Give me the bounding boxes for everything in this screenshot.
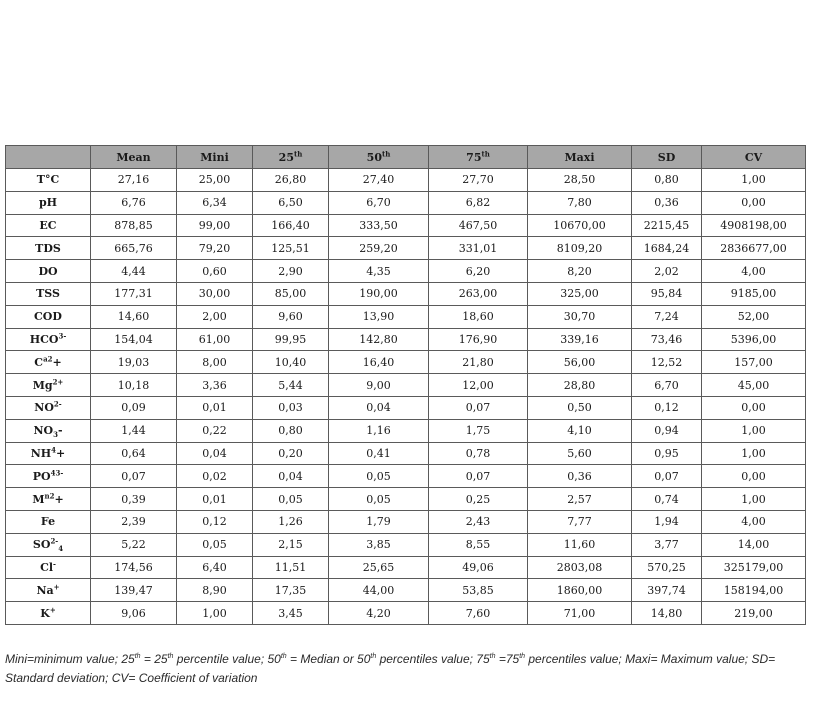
table-cell: 0,80 (253, 419, 329, 442)
table-cell: 6,34 (177, 191, 253, 214)
table-row (6, 305, 806, 328)
table-cell: 665,76 (91, 237, 177, 260)
row-label-superscript: 3- (58, 331, 67, 341)
footnote-superscript: th (519, 653, 526, 660)
table-row (6, 214, 806, 237)
table-cell: 5396,00 (702, 328, 806, 351)
table-row (6, 579, 806, 602)
table-row (6, 556, 806, 579)
column-header-superscript: th (293, 148, 303, 158)
table-cell: 5,22 (91, 533, 177, 556)
table-cell: 0,36 (632, 191, 702, 214)
table-row (6, 465, 806, 488)
footnote-superscript: th (370, 653, 377, 660)
table-cell: 56,00 (528, 351, 632, 374)
footnote-text: percentile value; 50 (173, 652, 281, 666)
footnote-superscript: th (167, 653, 174, 660)
table-cell: 397,74 (632, 579, 702, 602)
table-cell: 325179,00 (702, 556, 806, 579)
table-cell: 6,76 (91, 191, 177, 214)
table-cell: 331,01 (429, 237, 528, 260)
column-header (91, 146, 177, 169)
table-cell: 14,80 (632, 602, 702, 625)
row-label: C (34, 355, 44, 369)
table-cell: 4,20 (329, 602, 429, 625)
row-label-superscript: n2 (44, 490, 55, 500)
table-cell: 467,50 (429, 214, 528, 237)
table-cell: 0,07 (632, 465, 702, 488)
table-cell: 0,03 (253, 396, 329, 419)
table-row (6, 282, 806, 305)
footnote-text: =75 (495, 652, 520, 666)
table-row (6, 351, 806, 374)
table-cell: 5,60 (528, 442, 632, 465)
row-label: Fe (40, 515, 56, 529)
footnote-text: percentiles value; Maxi= Maximum value; SD= Standard deviation; CV= Coefficient of variation (5, 652, 776, 685)
table-cell: 52,00 (702, 305, 806, 328)
table-cell: 9,60 (253, 305, 329, 328)
table-cell: 10,40 (253, 351, 329, 374)
table-cell: 0,04 (253, 465, 329, 488)
table-row (6, 191, 806, 214)
table-row (6, 510, 806, 533)
column-header-label: 75 (466, 150, 482, 164)
table-cell: 4,00 (702, 260, 806, 283)
table-cell: 0,05 (329, 488, 429, 511)
table-cell: 1,00 (702, 169, 806, 192)
table-cell: 6,82 (429, 191, 528, 214)
table-cell: 570,25 (632, 556, 702, 579)
table-cell: 9185,00 (702, 282, 806, 305)
table-cell: 1,94 (632, 510, 702, 533)
table-cell: 157,00 (702, 351, 806, 374)
row-label: SO (32, 538, 51, 552)
table-cell: 1,26 (253, 510, 329, 533)
table-cell: 10670,00 (528, 214, 632, 237)
row-label-superscript: 4 (51, 445, 57, 455)
table-cell: 79,20 (177, 237, 253, 260)
table-cell: 2,15 (253, 533, 329, 556)
table-cell: 7,24 (632, 305, 702, 328)
table-cell: 125,51 (253, 237, 329, 260)
table-cell: 4,44 (91, 260, 177, 283)
row-label: pH (38, 196, 58, 210)
table-cell: 0,04 (329, 396, 429, 419)
table-cell: 9,06 (91, 602, 177, 625)
table-cell: 12,52 (632, 351, 702, 374)
row-header (6, 396, 91, 419)
table-cell: 27,16 (91, 169, 177, 192)
row-label-charge: + (54, 492, 64, 506)
table-cell: 28,50 (528, 169, 632, 192)
table-cell: 0,07 (429, 465, 528, 488)
row-label: K (40, 606, 50, 620)
row-header (6, 305, 91, 328)
table-cell: 219,00 (702, 602, 806, 625)
table-row (6, 533, 806, 556)
table-cell: 263,00 (429, 282, 528, 305)
column-header (6, 146, 91, 169)
row-label-superscript: + (53, 582, 60, 592)
table-cell: 13,90 (329, 305, 429, 328)
row-label-superscript: - (53, 559, 56, 569)
footnote-superscript: th (134, 653, 141, 660)
column-header-label: Mini (200, 150, 229, 164)
row-label: Cl (40, 560, 54, 574)
table-row (6, 169, 806, 192)
table-cell: 1,00 (702, 419, 806, 442)
row-label: EC (39, 218, 57, 232)
column-header (632, 146, 702, 169)
row-header (6, 191, 91, 214)
column-header (177, 146, 253, 169)
row-label: PO (32, 469, 51, 483)
table-cell: 2,39 (91, 510, 177, 533)
table-cell: 8109,20 (528, 237, 632, 260)
table-cell: 4,00 (702, 510, 806, 533)
table-cell: 0,09 (91, 396, 177, 419)
table-cell: 21,80 (429, 351, 528, 374)
row-header (6, 419, 91, 442)
column-header (528, 146, 632, 169)
table-cell: 139,47 (91, 579, 177, 602)
table-cell: 0,39 (91, 488, 177, 511)
table-cell: 2803,08 (528, 556, 632, 579)
table-cell: 5,44 (253, 374, 329, 397)
row-label-superscript: a2 (43, 354, 53, 364)
table-row (6, 260, 806, 283)
table-cell: 154,04 (91, 328, 177, 351)
table-cell: 4,10 (528, 419, 632, 442)
table-cell: 18,60 (429, 305, 528, 328)
table-cell: 0,20 (253, 442, 329, 465)
table-cell: 6,70 (632, 374, 702, 397)
table-cell: 2836677,00 (702, 237, 806, 260)
row-label-charge: + (52, 355, 62, 369)
table-cell: 53,85 (429, 579, 528, 602)
table-cell: 3,36 (177, 374, 253, 397)
row-header (6, 237, 91, 260)
row-label: Mg (32, 378, 53, 392)
row-label-superscript: 43- (50, 468, 64, 478)
table-cell: 95,84 (632, 282, 702, 305)
table-cell: 0,01 (177, 488, 253, 511)
table-cell: 2,00 (177, 305, 253, 328)
table-cell: 0,02 (177, 465, 253, 488)
row-header (6, 533, 91, 556)
row-header (6, 328, 91, 351)
column-header-label: CV (744, 150, 763, 164)
table-cell: 142,80 (329, 328, 429, 351)
table-cell: 2,02 (632, 260, 702, 283)
table-cell: 0,04 (177, 442, 253, 465)
table-cell: 1,44 (91, 419, 177, 442)
table-cell: 28,80 (528, 374, 632, 397)
row-label: DO (38, 264, 58, 278)
table-cell: 1684,24 (632, 237, 702, 260)
row-label: HCO (29, 332, 59, 346)
row-header (6, 510, 91, 533)
table-cell: 333,50 (329, 214, 429, 237)
table-cell: 0,00 (702, 191, 806, 214)
column-header-superscript: th (481, 148, 490, 158)
table-cell: 17,35 (253, 579, 329, 602)
table-cell: 0,01 (177, 396, 253, 419)
table-cell: 7,77 (528, 510, 632, 533)
column-header-label: Maxi (564, 150, 595, 164)
table-cell: 8,55 (429, 533, 528, 556)
table-cell: 8,90 (177, 579, 253, 602)
table-cell: 0,94 (632, 419, 702, 442)
table-cell: 0,12 (177, 510, 253, 533)
footnote-superscript: th (489, 653, 496, 660)
table-cell: 4908198,00 (702, 214, 806, 237)
table-cell: 259,20 (329, 237, 429, 260)
footnote-text: = Median or 50 (286, 652, 371, 666)
table-cell: 19,03 (91, 351, 177, 374)
row-label: NO (34, 401, 54, 415)
table-cell: 85,00 (253, 282, 329, 305)
table-cell: 45,00 (702, 374, 806, 397)
table-cell: 0,60 (177, 260, 253, 283)
table-cell: 1,16 (329, 419, 429, 442)
row-label-superscript: 2- (50, 536, 59, 546)
table-cell: 12,00 (429, 374, 528, 397)
table-cell: 177,31 (91, 282, 177, 305)
column-header-label: 50 (366, 150, 382, 164)
table-cell: 2,90 (253, 260, 329, 283)
table-cell: 6,20 (429, 260, 528, 283)
table-cell: 0,05 (329, 465, 429, 488)
row-header (6, 214, 91, 237)
table-row (6, 237, 806, 260)
table-cell: 0,07 (91, 465, 177, 488)
table-cell: 61,00 (177, 328, 253, 351)
table-row (6, 602, 806, 625)
table-cell: 0,12 (632, 396, 702, 419)
table-cell: 0,50 (528, 396, 632, 419)
table-cell: 8,00 (177, 351, 253, 374)
row-header (6, 465, 91, 488)
table-cell: 7,60 (429, 602, 528, 625)
footnote-text: percentiles value; 75 (376, 652, 490, 666)
table-cell: 16,40 (329, 351, 429, 374)
row-header (6, 556, 91, 579)
table-cell: 11,60 (528, 533, 632, 556)
row-header (6, 602, 91, 625)
table-cell: 166,40 (253, 214, 329, 237)
column-header-superscript: th (381, 148, 391, 158)
table-cell: 176,90 (429, 328, 528, 351)
row-header (6, 579, 91, 602)
table-cell: 9,00 (329, 374, 429, 397)
table-cell: 99,00 (177, 214, 253, 237)
table-cell: 0,80 (632, 169, 702, 192)
table-cell: 0,07 (429, 396, 528, 419)
table-cell: 27,70 (429, 169, 528, 192)
row-header (6, 282, 91, 305)
table-row (6, 419, 806, 442)
table-cell: 0,36 (528, 465, 632, 488)
row-label: TSS (36, 287, 60, 301)
table-cell: 3,77 (632, 533, 702, 556)
table-row (6, 396, 806, 419)
table-cell: 190,00 (329, 282, 429, 305)
table-cell: 158194,00 (702, 579, 806, 602)
footnote-text: Mini=minimum value; 25 (5, 652, 135, 666)
table-cell: 49,06 (429, 556, 528, 579)
row-header (6, 260, 91, 283)
table-cell: 30,70 (528, 305, 632, 328)
table-cell: 2215,45 (632, 214, 702, 237)
row-label: NH (30, 446, 52, 460)
table-cell: 325,00 (528, 282, 632, 305)
column-header-label: 25 (278, 150, 294, 164)
table-row (6, 328, 806, 351)
table-cell: 0,25 (429, 488, 528, 511)
table-cell: 6,40 (177, 556, 253, 579)
row-label: T°C (36, 173, 60, 187)
column-header (329, 146, 429, 169)
table-cell: 1,75 (429, 419, 528, 442)
row-header (6, 488, 91, 511)
table-cell: 25,65 (329, 556, 429, 579)
table-cell: 3,45 (253, 602, 329, 625)
row-label: NO (33, 424, 54, 438)
footnote-text: = 25 (140, 652, 168, 666)
column-header (253, 146, 329, 169)
row-label: Na (36, 583, 54, 597)
row-header (6, 169, 91, 192)
table-cell: 1860,00 (528, 579, 632, 602)
table-cell: 2,57 (528, 488, 632, 511)
table-cell: 27,40 (329, 169, 429, 192)
column-header (429, 146, 528, 169)
row-label-superscript: 2- (53, 399, 62, 409)
table-cell: 174,56 (91, 556, 177, 579)
table-cell: 14,60 (91, 305, 177, 328)
table-cell: 0,95 (632, 442, 702, 465)
table-cell: 6,50 (253, 191, 329, 214)
row-label: TDS (35, 241, 61, 255)
row-label-charge: + (56, 446, 66, 460)
table-row (6, 488, 806, 511)
table-cell: 339,16 (528, 328, 632, 351)
table-cell: 0,74 (632, 488, 702, 511)
table-cell: 1,00 (177, 602, 253, 625)
table-cell: 30,00 (177, 282, 253, 305)
table-header-row (6, 146, 806, 169)
table-cell: 44,00 (329, 579, 429, 602)
table-cell: 7,80 (528, 191, 632, 214)
table-cell: 0,41 (329, 442, 429, 465)
table-cell: 1,79 (329, 510, 429, 533)
column-header (702, 146, 806, 169)
table-cell: 0,00 (702, 465, 806, 488)
row-label-superscript: 2+ (52, 376, 64, 386)
table-cell: 2,43 (429, 510, 528, 533)
row-label-subscript: 3 (53, 430, 58, 440)
table-cell: 25,00 (177, 169, 253, 192)
table-cell: 0,64 (91, 442, 177, 465)
table-cell: 6,70 (329, 191, 429, 214)
table-cell: 0,05 (253, 488, 329, 511)
row-label-subscript: 4 (58, 544, 64, 554)
table-cell: 0,22 (177, 419, 253, 442)
table-cell: 0,05 (177, 533, 253, 556)
table-cell: 4,35 (329, 260, 429, 283)
row-label-charge: - (57, 424, 63, 438)
table-cell: 8,20 (528, 260, 632, 283)
row-label-superscript: + (49, 604, 56, 614)
table-cell: 73,46 (632, 328, 702, 351)
table-row (6, 374, 806, 397)
table-cell: 14,00 (702, 533, 806, 556)
table-cell: 10,18 (91, 374, 177, 397)
row-header (6, 351, 91, 374)
table-cell: 0,78 (429, 442, 528, 465)
row-label: M (32, 492, 45, 506)
table-cell: 1,00 (702, 488, 806, 511)
footnote-superscript: th (280, 653, 287, 660)
row-header (6, 442, 91, 465)
row-header (6, 374, 91, 397)
table-row (6, 442, 806, 465)
table-cell: 71,00 (528, 602, 632, 625)
row-label: COD (34, 310, 62, 324)
table-cell: 3,85 (329, 533, 429, 556)
table-cell: 0,00 (702, 396, 806, 419)
column-header-label: Mean (116, 150, 151, 164)
table-cell: 26,80 (253, 169, 329, 192)
table-cell: 878,85 (91, 214, 177, 237)
table-cell: 1,00 (702, 442, 806, 465)
table-footnote (5, 650, 810, 688)
table-cell: 99,95 (253, 328, 329, 351)
column-header-label: SD (657, 150, 676, 164)
statistics-table (5, 145, 806, 625)
table-cell: 11,51 (253, 556, 329, 579)
